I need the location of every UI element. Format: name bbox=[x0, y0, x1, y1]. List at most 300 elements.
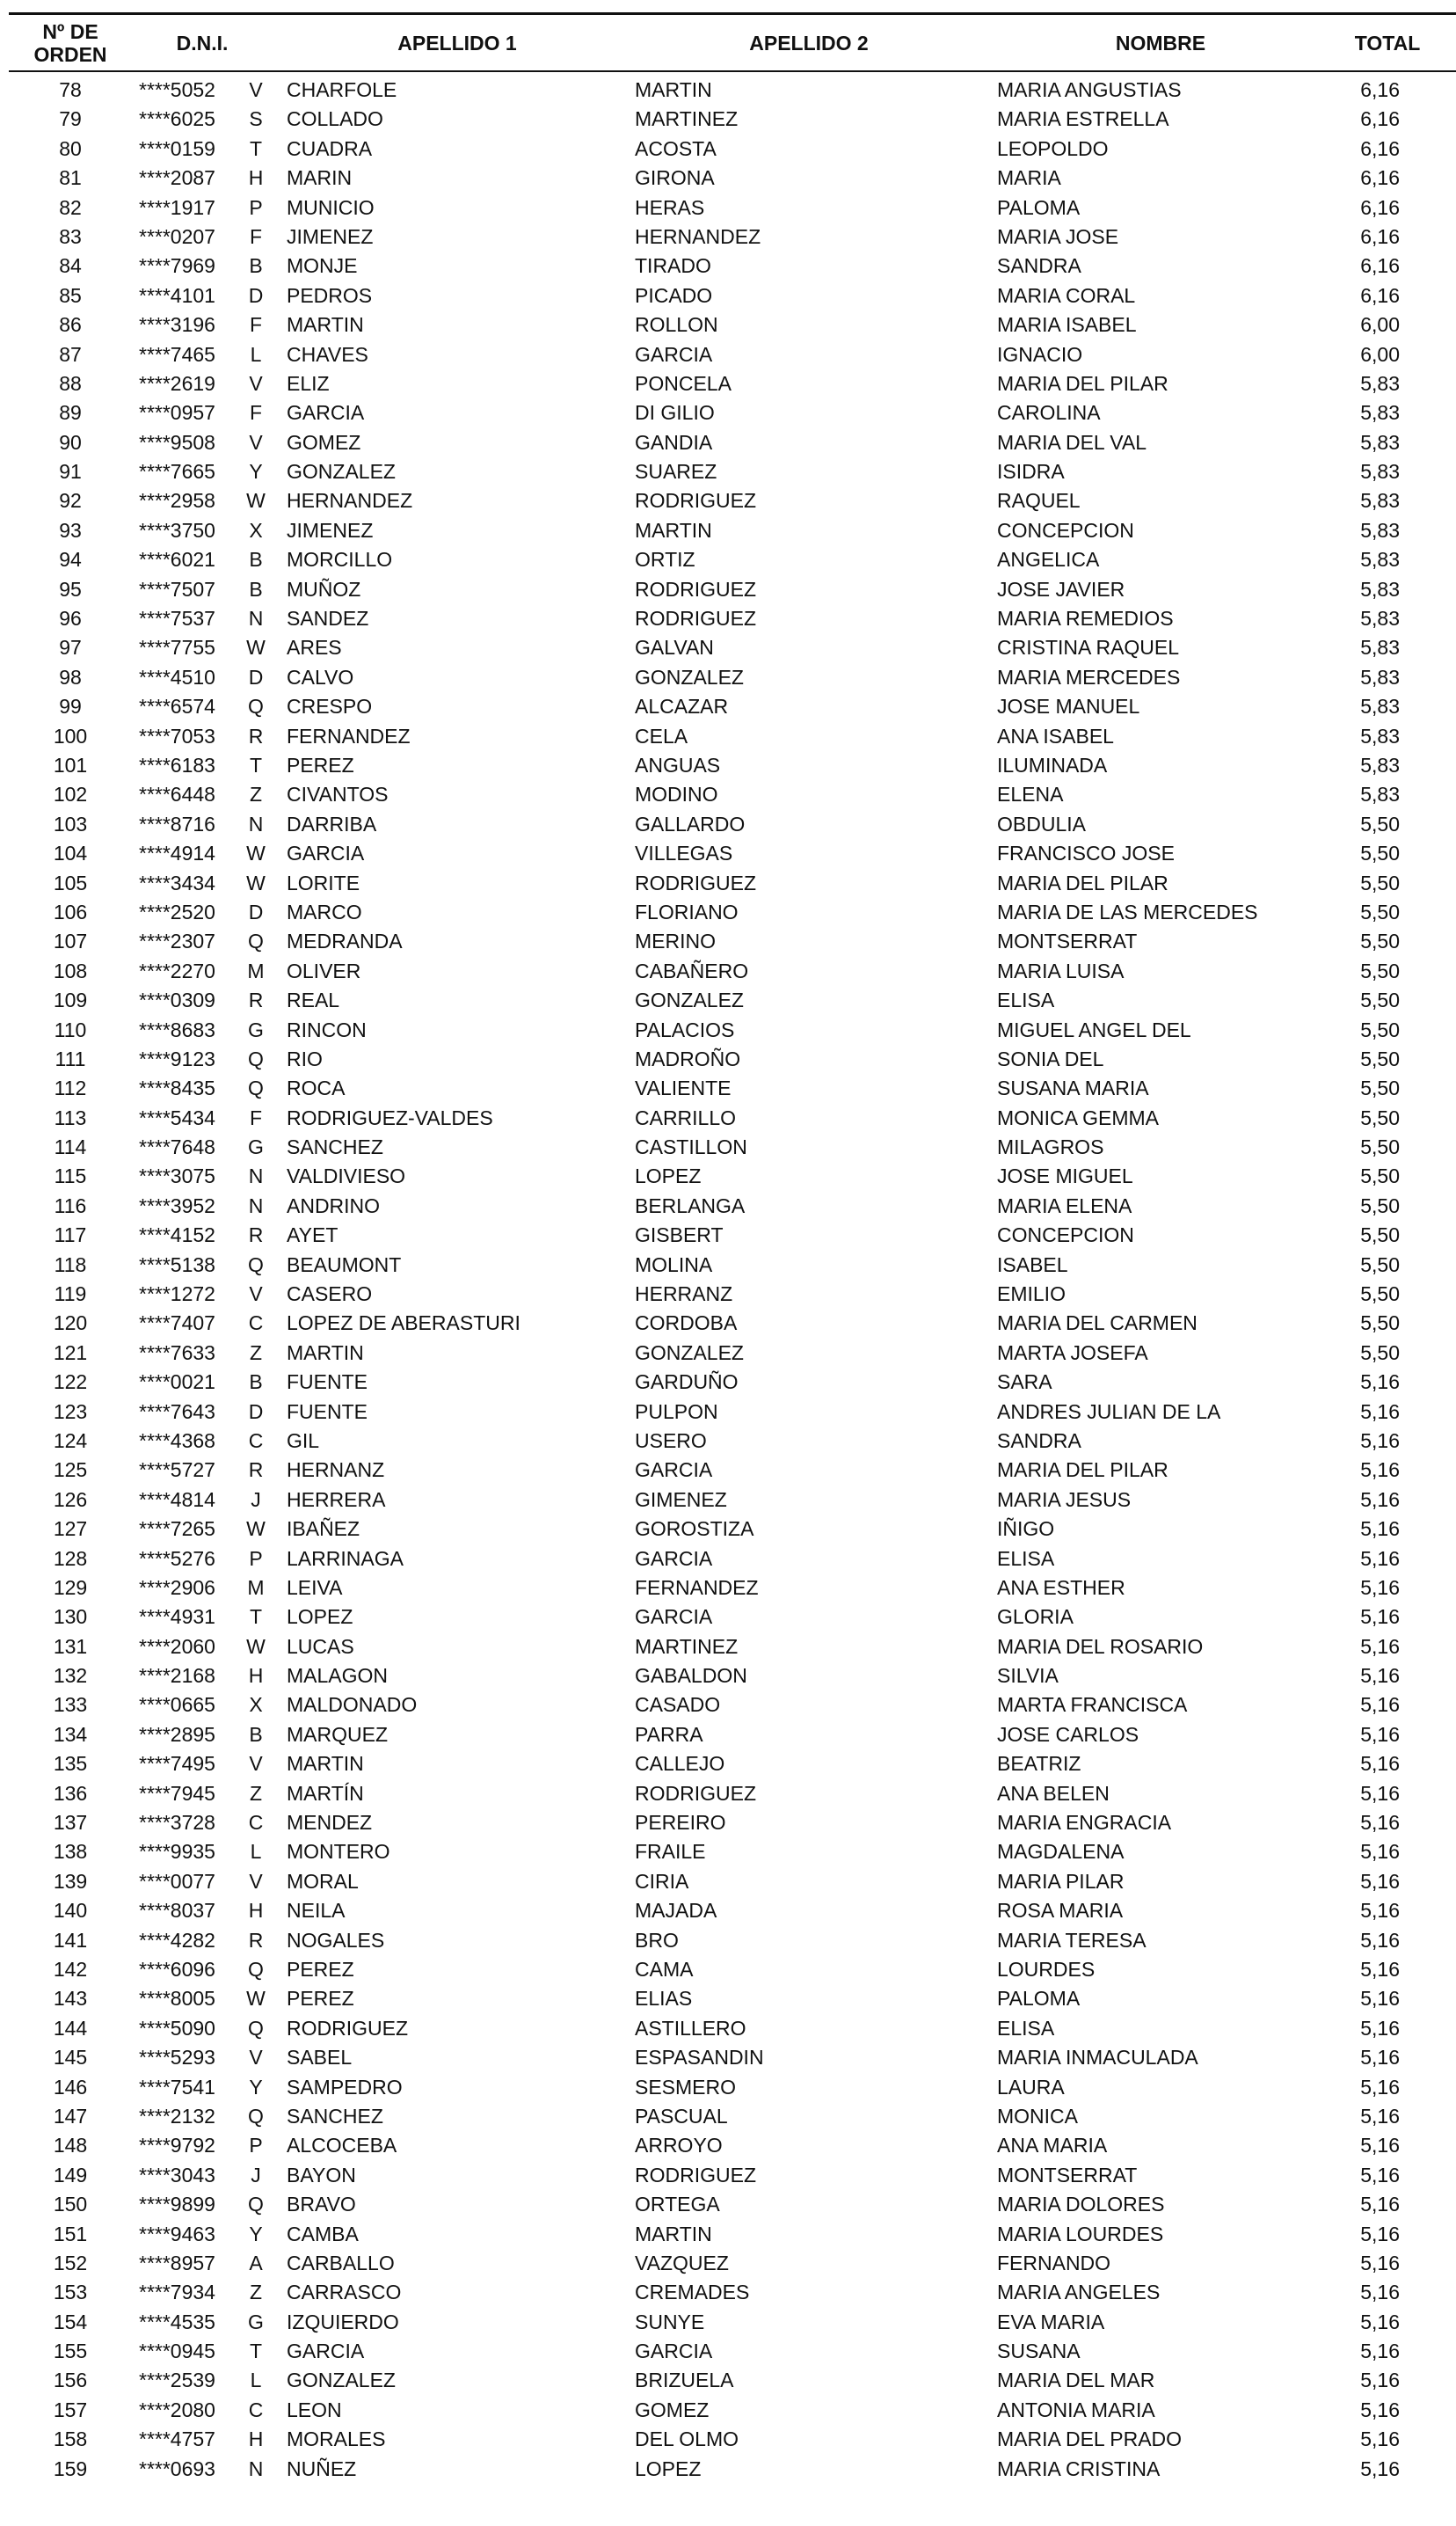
cell-nombre: CAROLINA bbox=[997, 401, 1101, 425]
cell-orden: 104 bbox=[53, 842, 88, 865]
cell-orden: 94 bbox=[59, 548, 82, 572]
table-row bbox=[0, 1309, 1456, 1338]
cell-apellido2: MODINO bbox=[635, 783, 718, 807]
cell-dni: ****4152 bbox=[139, 1223, 215, 1247]
cell-orden: 146 bbox=[53, 2075, 88, 2099]
cell-dni: ****7053 bbox=[139, 724, 215, 748]
cell-dni: ****8716 bbox=[139, 812, 215, 836]
table-row bbox=[0, 457, 1456, 486]
cell-apellido2: HERAS bbox=[635, 195, 705, 219]
cell-apellido2: RODRIGUEZ bbox=[635, 577, 756, 601]
cell-dni: ****8435 bbox=[139, 1077, 215, 1100]
cell-orden: 97 bbox=[59, 636, 82, 660]
cell-apellido2: LOPEZ bbox=[635, 1164, 702, 1188]
cell-letra: W bbox=[246, 1517, 266, 1541]
table-row bbox=[0, 1427, 1456, 1456]
cell-apellido2: ANGUAS bbox=[635, 753, 721, 777]
cell-apellido1: MARCO bbox=[287, 900, 362, 924]
cell-dni: ****0077 bbox=[139, 1869, 215, 1893]
cell-orden: 116 bbox=[54, 1194, 87, 1217]
cell-total: 5,83 bbox=[1360, 636, 1400, 660]
cell-orden: 135 bbox=[53, 1752, 88, 1776]
cell-apellido2: ALCAZAR bbox=[635, 695, 729, 719]
cell-letra: L bbox=[250, 342, 262, 366]
cell-dni: ****0945 bbox=[139, 2340, 215, 2363]
cell-apellido1: CIVANTOS bbox=[287, 783, 389, 807]
cell-apellido1: RODRIGUEZ bbox=[287, 2016, 408, 2040]
cell-apellido1: GONZALEZ bbox=[287, 2369, 396, 2392]
cell-apellido1: MENDEZ bbox=[287, 1811, 373, 1835]
cell-orden: 132 bbox=[53, 1664, 88, 1688]
cell-apellido1: ANDRINO bbox=[287, 1194, 381, 1217]
cell-apellido1: CAMBA bbox=[287, 2222, 359, 2245]
table-row bbox=[0, 1016, 1456, 1045]
cell-apellido1: MARQUEZ bbox=[287, 1722, 388, 1746]
cell-apellido1: IBAÑEZ bbox=[287, 1517, 360, 1541]
cell-dni: ****0693 bbox=[139, 2457, 215, 2480]
cell-total: 5,16 bbox=[1360, 2134, 1400, 2157]
cell-apellido1: MORAL bbox=[287, 1869, 359, 1893]
cell-nombre: BEATRIZ bbox=[997, 1752, 1081, 1776]
cell-orden: 98 bbox=[59, 665, 82, 689]
cell-apellido2: MADROÑO bbox=[635, 1047, 741, 1070]
table-row bbox=[0, 2455, 1456, 2484]
cell-letra: T bbox=[249, 2340, 263, 2363]
cell-apellido1: MORCILLO bbox=[287, 548, 393, 572]
table-row bbox=[0, 986, 1456, 1015]
table-row bbox=[0, 1837, 1456, 1866]
cell-apellido2: RODRIGUEZ bbox=[635, 607, 756, 631]
cell-nombre: MARIA INMACULADA bbox=[997, 2046, 1198, 2070]
cell-apellido1: HERRERA bbox=[287, 1487, 386, 1511]
cell-letra: G bbox=[248, 1018, 264, 1041]
cell-apellido1: BAYON bbox=[287, 2163, 356, 2187]
cell-dni: ****9792 bbox=[139, 2134, 215, 2157]
cell-orden: 137 bbox=[53, 1811, 88, 1835]
cell-apellido2: CELA bbox=[635, 724, 688, 748]
cell-letra: L bbox=[250, 1840, 262, 1864]
cell-dni: ****5138 bbox=[139, 1252, 215, 1276]
cell-apellido2: SUNYE bbox=[635, 2310, 705, 2333]
cell-apellido1: CASERO bbox=[287, 1282, 373, 1306]
cell-orden: 113 bbox=[54, 1106, 87, 1129]
cell-total: 5,50 bbox=[1360, 842, 1400, 865]
cell-letra: W bbox=[246, 871, 266, 894]
cell-nombre: MAGDALENA bbox=[997, 1840, 1125, 1864]
cell-dni: ****2080 bbox=[139, 2398, 215, 2421]
cell-nombre: LAURA bbox=[997, 2075, 1065, 2099]
cell-apellido2: CAMA bbox=[635, 1958, 694, 1981]
cell-nombre: MARIA TERESA bbox=[997, 1928, 1147, 1952]
cell-letra: T bbox=[249, 753, 263, 777]
cell-nombre: PALOMA bbox=[997, 195, 1081, 219]
cell-dni: ****7945 bbox=[139, 1781, 215, 1805]
cell-orden: 138 bbox=[53, 1840, 88, 1864]
table-row bbox=[0, 486, 1456, 515]
cell-apellido2: BRIZUELA bbox=[635, 2369, 734, 2392]
cell-apellido1: CHARFOLE bbox=[287, 78, 397, 101]
table-row bbox=[0, 2308, 1456, 2337]
cell-apellido1: CHAVES bbox=[287, 342, 368, 366]
cell-apellido1: ARES bbox=[287, 636, 342, 660]
cell-dni: ****2168 bbox=[139, 1664, 215, 1688]
cell-letra: X bbox=[249, 1693, 263, 1717]
cell-dni: ****7507 bbox=[139, 577, 215, 601]
cell-apellido1: CRESPO bbox=[287, 695, 373, 719]
table-row bbox=[0, 751, 1456, 780]
cell-nombre: MONICA GEMMA bbox=[997, 1106, 1160, 1129]
cell-apellido1: GARCIA bbox=[287, 401, 365, 425]
cell-dni: ****0021 bbox=[139, 1370, 215, 1394]
cell-dni: ****8957 bbox=[139, 2251, 215, 2274]
table-row bbox=[0, 1074, 1456, 1103]
cell-total: 5,50 bbox=[1360, 1252, 1400, 1276]
cell-nombre: MARIA ISABEL bbox=[997, 313, 1137, 337]
cell-apellido1: SAMPEDRO bbox=[287, 2075, 403, 2099]
table-row bbox=[0, 810, 1456, 839]
table-row bbox=[0, 692, 1456, 721]
cell-letra: Z bbox=[249, 783, 263, 807]
table-row bbox=[0, 340, 1456, 369]
cell-apellido2: GONZALEZ bbox=[635, 1340, 744, 1364]
cell-dni: ****3196 bbox=[139, 313, 215, 337]
table-row bbox=[0, 2396, 1456, 2425]
cell-orden: 153 bbox=[53, 2281, 88, 2304]
cell-apellido1: LOPEZ DE ABERASTURI bbox=[287, 1311, 521, 1335]
cell-orden: 119 bbox=[54, 1282, 87, 1306]
cell-letra: W bbox=[246, 636, 266, 660]
cell-total: 5,16 bbox=[1360, 2369, 1400, 2392]
cell-apellido1: GIL bbox=[287, 1428, 320, 1452]
cell-dni: ****4282 bbox=[139, 1928, 215, 1952]
table-row bbox=[0, 1573, 1456, 1602]
cell-dni: ****4510 bbox=[139, 665, 215, 689]
table-row bbox=[0, 1867, 1456, 1896]
cell-apellido1: ROCA bbox=[287, 1077, 346, 1100]
cell-dni: ****4101 bbox=[139, 283, 215, 307]
table-row bbox=[0, 633, 1456, 662]
cell-total: 6,16 bbox=[1360, 283, 1400, 307]
cell-dni: ****3075 bbox=[139, 1164, 215, 1188]
cell-letra: Q bbox=[248, 2104, 264, 2128]
cell-orden: 118 bbox=[54, 1252, 87, 1276]
cell-apellido2: PALACIOS bbox=[635, 1018, 735, 1041]
table-row bbox=[0, 1339, 1456, 1368]
cell-dni: ****3728 bbox=[139, 1811, 215, 1835]
cell-apellido1: DARRIBA bbox=[287, 812, 377, 836]
cell-apellido2: GONZALEZ bbox=[635, 989, 744, 1012]
cell-orden: 96 bbox=[59, 607, 82, 631]
cell-nombre: ISABEL bbox=[997, 1252, 1068, 1276]
table-row bbox=[0, 164, 1456, 193]
cell-dni: ****7465 bbox=[139, 342, 215, 366]
table-row bbox=[0, 135, 1456, 164]
cell-nombre: SANDRA bbox=[997, 254, 1081, 278]
cell-nombre: ANA ISABEL bbox=[997, 724, 1114, 748]
cell-apellido1: REAL bbox=[287, 989, 340, 1012]
header-orden bbox=[18, 15, 123, 71]
table-row bbox=[0, 428, 1456, 457]
cell-letra: H bbox=[248, 1664, 264, 1688]
table-header bbox=[0, 15, 1456, 71]
cell-apellido2: GARCIA bbox=[635, 342, 713, 366]
cell-apellido1: NUÑEZ bbox=[287, 2457, 357, 2480]
cell-apellido1: FUENTE bbox=[287, 1399, 368, 1423]
cell-letra: D bbox=[248, 665, 264, 689]
cell-letra: S bbox=[249, 107, 263, 131]
cell-nombre: GLORIA bbox=[997, 1605, 1074, 1629]
cell-apellido1: RINCON bbox=[287, 1018, 367, 1041]
table-row bbox=[0, 1955, 1456, 1984]
cell-total: 5,16 bbox=[1360, 1370, 1400, 1394]
table-row bbox=[0, 1896, 1456, 1925]
cell-nombre: RAQUEL bbox=[997, 489, 1081, 513]
header-apellido2: APELLIDO 2 bbox=[749, 32, 869, 55]
cell-apellido1: ALCOCEBA bbox=[287, 2134, 397, 2157]
cell-orden: 143 bbox=[53, 1987, 88, 2011]
cell-apellido1: MONTERO bbox=[287, 1840, 390, 1864]
cell-letra: Q bbox=[248, 2016, 264, 2040]
cell-apellido2: MERINO bbox=[635, 930, 716, 953]
cell-total: 5,50 bbox=[1360, 1340, 1400, 1364]
cell-total: 5,16 bbox=[1360, 2310, 1400, 2333]
cell-nombre: ROSA MARIA bbox=[997, 1899, 1124, 1923]
cell-letra: N bbox=[248, 812, 264, 836]
cell-total: 5,16 bbox=[1360, 1928, 1400, 1952]
table-row bbox=[0, 2073, 1456, 2102]
cell-dni: ****9123 bbox=[139, 1047, 215, 1070]
cell-orden: 152 bbox=[53, 2251, 88, 2274]
cell-total: 5,83 bbox=[1360, 783, 1400, 807]
cell-apellido1: LARRINAGA bbox=[287, 1546, 404, 1570]
cell-apellido1: VALDIVIESO bbox=[287, 1164, 406, 1188]
cell-orden: 80 bbox=[59, 136, 82, 160]
cell-apellido2: FERNANDEZ bbox=[635, 1575, 759, 1599]
cell-nombre: SONIA DEL bbox=[997, 1047, 1104, 1070]
cell-nombre: MARIA CORAL bbox=[997, 283, 1136, 307]
cell-apellido2: CASTILLON bbox=[635, 1135, 747, 1159]
cell-orden: 149 bbox=[53, 2163, 88, 2187]
header-total: TOTAL bbox=[1354, 32, 1421, 55]
table-row bbox=[0, 545, 1456, 574]
cell-letra: P bbox=[249, 1546, 263, 1570]
cell-letra: V bbox=[249, 1282, 263, 1306]
cell-total: 5,16 bbox=[1360, 2075, 1400, 2099]
cell-dni: ****3952 bbox=[139, 1194, 215, 1217]
cell-apellido1: SANCHEZ bbox=[287, 2104, 383, 2128]
cell-nombre: EVA MARIA bbox=[997, 2310, 1105, 2333]
cell-total: 5,16 bbox=[1360, 2427, 1400, 2451]
table-row bbox=[0, 369, 1456, 398]
cell-apellido2: CALLEJO bbox=[635, 1752, 725, 1776]
header-bottom-rule bbox=[9, 70, 1456, 72]
cell-orden: 107 bbox=[53, 930, 88, 953]
cell-apellido2: HERRANZ bbox=[635, 1282, 733, 1306]
table-row bbox=[0, 604, 1456, 633]
cell-letra: W bbox=[246, 1634, 266, 1658]
cell-orden: 91 bbox=[59, 460, 82, 484]
cell-dni: ****1917 bbox=[139, 195, 215, 219]
cell-dni: ****8683 bbox=[139, 1018, 215, 1041]
cell-orden: 85 bbox=[59, 283, 82, 307]
cell-nombre: MILAGROS bbox=[997, 1135, 1104, 1159]
cell-total: 5,16 bbox=[1360, 1546, 1400, 1570]
table-row bbox=[0, 663, 1456, 692]
cell-apellido2: CORDOBA bbox=[635, 1311, 738, 1335]
cell-apellido1: IZQUIERDO bbox=[287, 2310, 399, 2333]
cell-total: 5,50 bbox=[1360, 1282, 1400, 1306]
table-row bbox=[0, 2131, 1456, 2160]
cell-apellido2: GALLARDO bbox=[635, 812, 746, 836]
table-row bbox=[0, 1368, 1456, 1397]
table-row bbox=[0, 193, 1456, 223]
cell-dni: ****2958 bbox=[139, 489, 215, 513]
cell-apellido2: PICADO bbox=[635, 283, 713, 307]
cell-apellido1: PEREZ bbox=[287, 753, 354, 777]
cell-apellido2: ELIAS bbox=[635, 1987, 693, 2011]
cell-nombre: FRANCISCO JOSE bbox=[997, 842, 1175, 865]
cell-nombre: SUSANA MARIA bbox=[997, 1077, 1149, 1100]
table-row bbox=[0, 2043, 1456, 2072]
cell-letra: W bbox=[246, 842, 266, 865]
cell-letra: Z bbox=[249, 1340, 263, 1364]
cell-apellido1: MEDRANDA bbox=[287, 930, 403, 953]
cell-total: 5,83 bbox=[1360, 401, 1400, 425]
table-row bbox=[0, 927, 1456, 956]
table-row bbox=[0, 1602, 1456, 1632]
cell-total: 5,16 bbox=[1360, 2222, 1400, 2245]
cell-dni: ****6183 bbox=[139, 753, 215, 777]
cell-apellido1: OLIVER bbox=[287, 959, 361, 982]
cell-orden: 130 bbox=[53, 1605, 88, 1629]
table-row bbox=[0, 1221, 1456, 1250]
cell-orden: 134 bbox=[53, 1722, 88, 1746]
cell-nombre: MARIA DEL PILAR bbox=[997, 1458, 1168, 1482]
cell-letra: N bbox=[248, 1194, 264, 1217]
cell-apellido1: RIO bbox=[287, 1047, 323, 1070]
cell-nombre: MARIA DEL ROSARIO bbox=[997, 1634, 1204, 1658]
cell-orden: 139 bbox=[53, 1869, 88, 1893]
cell-apellido2: RODRIGUEZ bbox=[635, 871, 756, 894]
cell-apellido2: GANDIA bbox=[635, 430, 713, 454]
cell-dni: ****9899 bbox=[139, 2193, 215, 2216]
cell-nombre: ISIDRA bbox=[997, 460, 1065, 484]
cell-apellido2: MARTINEZ bbox=[635, 1634, 739, 1658]
cell-dni: ****7755 bbox=[139, 636, 215, 660]
cell-total: 5,16 bbox=[1360, 2163, 1400, 2187]
cell-apellido2: BERLANGA bbox=[635, 1194, 746, 1217]
cell-orden: 105 bbox=[53, 871, 88, 894]
cell-apellido2: PEREIRO bbox=[635, 1811, 726, 1835]
table-row bbox=[0, 2190, 1456, 2219]
cell-dni: ****6021 bbox=[139, 548, 215, 572]
cell-apellido1: SANCHEZ bbox=[287, 1135, 383, 1159]
cell-apellido2: PASCUAL bbox=[635, 2104, 728, 2128]
cell-total: 5,50 bbox=[1360, 871, 1400, 894]
cell-nombre: FERNANDO bbox=[997, 2251, 1111, 2274]
cell-letra: V bbox=[249, 2046, 263, 2070]
cell-apellido2: GIRONA bbox=[635, 166, 715, 190]
cell-apellido2: PULPON bbox=[635, 1399, 718, 1423]
cell-dni: ****7648 bbox=[139, 1135, 215, 1159]
cell-letra: D bbox=[248, 283, 264, 307]
cell-total: 5,16 bbox=[1360, 2046, 1400, 2070]
cell-nombre: JOSE JAVIER bbox=[997, 577, 1125, 601]
cell-apellido2: GONZALEZ bbox=[635, 665, 744, 689]
cell-nombre: SUSANA bbox=[997, 2340, 1081, 2363]
cell-orden: 95 bbox=[59, 577, 82, 601]
cell-letra: T bbox=[249, 136, 263, 160]
table-row bbox=[0, 398, 1456, 427]
cell-apellido2: GARCIA bbox=[635, 1458, 713, 1482]
cell-total: 5,50 bbox=[1360, 1077, 1400, 1100]
cell-nombre: CRISTINA RAQUEL bbox=[997, 636, 1180, 660]
cell-letra: M bbox=[247, 1575, 265, 1599]
cell-letra: P bbox=[249, 2134, 263, 2157]
cell-orden: 110 bbox=[54, 1018, 87, 1041]
cell-total: 5,16 bbox=[1360, 1693, 1400, 1717]
cell-orden: 81 bbox=[59, 166, 82, 190]
cell-letra: D bbox=[248, 1399, 264, 1423]
cell-dni: ****5276 bbox=[139, 1546, 215, 1570]
cell-nombre: MARIA DEL VAL bbox=[997, 430, 1147, 454]
cell-dni: ****4535 bbox=[139, 2310, 215, 2333]
cell-dni: ****4931 bbox=[139, 1605, 215, 1629]
cell-dni: ****2307 bbox=[139, 930, 215, 953]
cell-orden: 86 bbox=[59, 313, 82, 337]
table-row bbox=[0, 1251, 1456, 1280]
cell-apellido2: GARCIA bbox=[635, 2340, 713, 2363]
cell-dni: ****0309 bbox=[139, 989, 215, 1012]
cell-orden: 84 bbox=[59, 254, 82, 278]
cell-letra: H bbox=[248, 2427, 264, 2451]
cell-letra: J bbox=[251, 2163, 261, 2187]
cell-orden: 126 bbox=[53, 1487, 88, 1511]
cell-dni: ****8037 bbox=[139, 1899, 215, 1923]
cell-apellido1: PEDROS bbox=[287, 283, 373, 307]
cell-apellido1: FUENTE bbox=[287, 1370, 368, 1394]
cell-apellido1: MARIN bbox=[287, 166, 353, 190]
cell-orden: 150 bbox=[53, 2193, 88, 2216]
cell-total: 5,83 bbox=[1360, 460, 1400, 484]
table-row bbox=[0, 2278, 1456, 2307]
cell-orden: 79 bbox=[59, 107, 82, 131]
cell-dni: ****3434 bbox=[139, 871, 215, 894]
cell-apellido1: HERNANZ bbox=[287, 1458, 385, 1482]
cell-total: 5,16 bbox=[1360, 2251, 1400, 2274]
cell-apellido2: MARTIN bbox=[635, 78, 712, 101]
cell-dni: ****2619 bbox=[139, 371, 215, 395]
cell-letra: D bbox=[248, 900, 264, 924]
table-row bbox=[0, 1515, 1456, 1544]
cell-dni: ****0665 bbox=[139, 1693, 215, 1717]
cell-orden: 90 bbox=[59, 430, 82, 454]
cell-letra: F bbox=[249, 313, 263, 337]
header-dni: D.N.I. bbox=[176, 32, 229, 55]
cell-total: 5,16 bbox=[1360, 1517, 1400, 1541]
cell-apellido2: VAZQUEZ bbox=[635, 2251, 729, 2274]
cell-apellido1: NEILA bbox=[287, 1899, 346, 1923]
cell-apellido2: GARDUÑO bbox=[635, 1370, 739, 1394]
table-row bbox=[0, 1045, 1456, 1074]
cell-orden: 133 bbox=[53, 1693, 88, 1717]
cell-total: 6,00 bbox=[1360, 313, 1400, 337]
cell-nombre: ELISA bbox=[997, 989, 1055, 1012]
cell-total: 5,50 bbox=[1360, 1311, 1400, 1335]
cell-dni: ****7537 bbox=[139, 607, 215, 631]
cell-nombre: MIGUEL ANGEL DEL bbox=[997, 1018, 1191, 1041]
header-apellido1: APELLIDO 1 bbox=[397, 32, 517, 55]
